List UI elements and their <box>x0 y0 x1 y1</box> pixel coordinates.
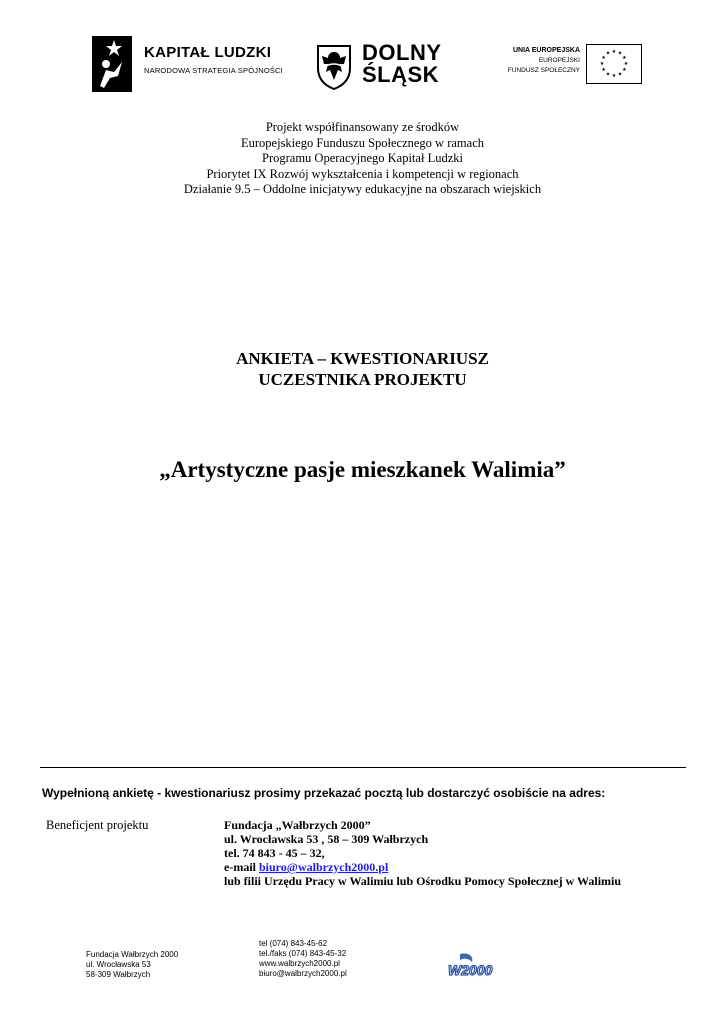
funding-line: Projekt współfinansowany ze środków <box>265 120 460 134</box>
beneficiary-label: Beneficjent projektu <box>46 818 149 832</box>
dolny-slask-line1: DOLNY <box>362 40 442 65</box>
eu-line2: EUROPEJSKI <box>538 57 580 64</box>
eu-line1: UNIA EUROPEJSKA <box>512 47 580 54</box>
svg-text:★: ★ <box>611 49 617 55</box>
funding-statement <box>0 120 725 198</box>
eu-text <box>508 46 580 76</box>
beneficiary-alternative: lub filii Urzędu Pracy w Walimiu lub Ośrodku Pomocy Społecznej w Walimiu <box>224 874 622 888</box>
submission-instruction: Wypełnioną ankietę - kwestionariusz prosimy przekazać pocztą lub dostarczyć osobiście na adres: <box>42 786 606 800</box>
svg-text:★: ★ <box>623 61 629 67</box>
kapital-ludzki-logo <box>92 36 282 94</box>
footer-line: www.walbrzych2000.pl <box>259 959 340 968</box>
email-link[interactable]: biuro@walbrzych2000.pl <box>259 860 389 874</box>
divider <box>40 767 686 768</box>
eu-line3: FUNDUSZ SPOŁECZNY <box>507 67 580 74</box>
kapital-ludzki-mark-icon <box>92 36 132 92</box>
svg-text:★: ★ <box>611 73 617 79</box>
email-label: e-mail <box>224 860 259 874</box>
beneficiary-email-row <box>224 860 621 874</box>
footer-line: tel./faks (074) 843-45-32 <box>259 949 347 958</box>
beneficiary-address: ul. Wrocławska 53 , 58 – 309 Wałbrzych <box>224 832 429 846</box>
document-title <box>0 348 725 390</box>
eu-flag-icon <box>586 44 642 84</box>
svg-text:★: ★ <box>601 67 606 73</box>
eagle-shield-icon <box>316 44 352 90</box>
dolny-slask-text <box>362 42 442 86</box>
footer-address <box>86 950 178 980</box>
footer-line: Fundacja Wałbrzych 2000 <box>86 950 179 959</box>
funding-line: Priorytet IX Rozwój wykształcenia i kompetencji w regionach <box>206 166 519 181</box>
project-title: „Artystyczne pasje mieszkanek Walimia” <box>159 457 566 482</box>
svg-text:★: ★ <box>599 61 605 67</box>
eu-logo <box>500 44 642 88</box>
svg-text:★: ★ <box>605 50 611 57</box>
funding-line: Programu Operacyjnego Kapitał Ludzki <box>262 151 463 165</box>
svg-text:★: ★ <box>605 71 611 78</box>
footer-line: biuro@walbrzych2000.pl <box>259 969 347 978</box>
footer-line: tel (074) 843-45-62 <box>259 939 328 948</box>
document-title-line2: UCZESTNIKA PROJEKTU <box>258 370 467 389</box>
svg-text:★: ★ <box>601 55 606 61</box>
document-title-line1: ANKIETA – KWESTIONARIUSZ <box>236 349 489 368</box>
w2000-logo-text: W2000 <box>448 962 493 978</box>
funding-line: Działanie 9.5 – Oddolne inicjatywy edukacyjne na obszarach wiejskich <box>183 182 542 196</box>
dolny-slask-line2: ŚLĄSK <box>362 62 440 87</box>
footer-line: 58-309 Wałbrzych <box>86 970 151 979</box>
svg-text:★: ★ <box>617 50 623 57</box>
svg-text:★: ★ <box>617 71 623 78</box>
dolny-slask-logo <box>316 42 456 94</box>
funding-line: Europejskiego Funduszu Społecznego w ramach <box>241 135 484 150</box>
beneficiary-details <box>224 818 621 888</box>
svg-text:★: ★ <box>622 55 627 61</box>
walbrzych-2000-logo <box>446 952 510 978</box>
kapital-ludzki-title: KAPITAŁ LUDZKI <box>144 44 272 61</box>
footer-line: ul. Wrocławska 53 <box>86 960 151 969</box>
footer-contact <box>259 939 347 979</box>
beneficiary-tel: tel. 74 843 - 45 – 32, <box>224 846 325 860</box>
kapital-ludzki-subtitle: NARODOWA STRATEGIA SPÓJNOŚCI <box>144 66 283 75</box>
beneficiary-name: Fundacja „Wałbrzych 2000” <box>224 818 371 832</box>
svg-text:★: ★ <box>622 67 627 73</box>
